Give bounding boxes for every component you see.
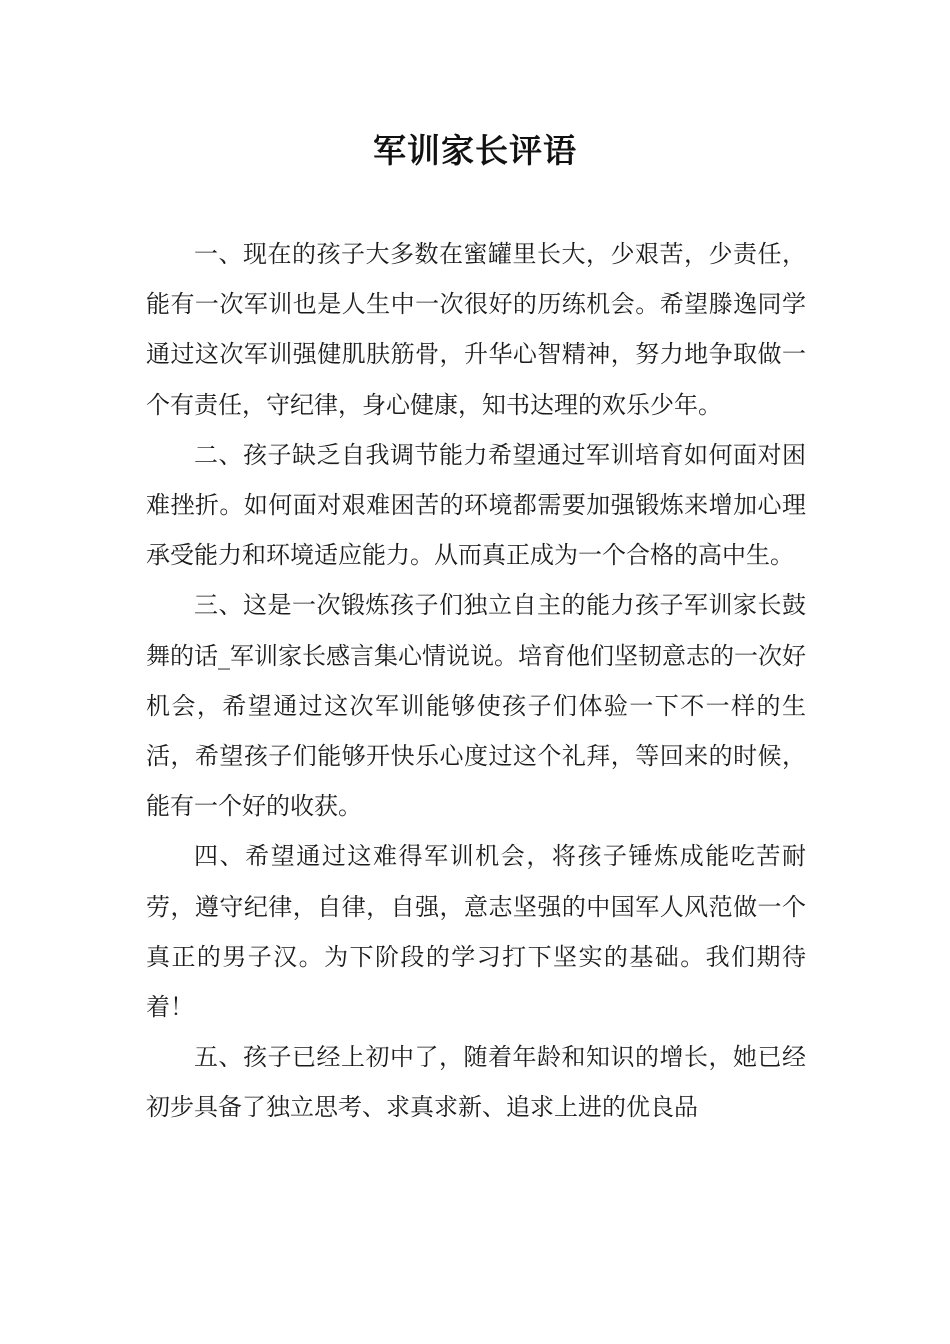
paragraph-2: 二、孩子缺乏自我调节能力希望通过军训培育如何面对困难挫折。如何面对艰难困苦的环境都需要加强锻炼来增加心理承受能力和环境适应能力。从而真正成为一个合格的高中生。 <box>146 440 806 570</box>
document-body <box>146 229 806 1133</box>
paragraph-1: 一、现在的孩子大多数在蜜罐里长大，少艰苦，少责任，能有一次军训也是人生中一次很好的历练机会。希望滕逸同学通过这次军训强健肌肤筋骨，升华心智精神，努力地争取做一个有责任，守纪律，身心健康，知书达理的欢乐少年。 <box>146 240 806 419</box>
paragraph-5: 五、孩子已经上初中了，随着年龄和知识的增长，她已经初步具备了独立思考、求真求新、追求上进的优良品 <box>146 1043 806 1122</box>
paragraph-3: 三、这是一次锻炼孩子们独立自主的能力孩子军训家长鼓舞的话_军训家长感言集心情说说。培育他们坚韧意志的一次好机会，希望通过这次军训能够使孩子们体验一下不一样的生活，希望孩子们能够开快乐心度过这个礼拜，等回来的时候，能有一个好的收获。 <box>146 591 806 821</box>
paragraph-4: 四、希望通过这难得军训机会，将孩子锤炼成能吃苦耐劳，遵守纪律，自律，自强，意志坚强的中国军人风范做一个真正的男子汉。为下阶段的学习打下坚实的基础。我们期待着！ <box>146 842 806 1022</box>
document-title: 军训家长评语 <box>373 131 577 170</box>
